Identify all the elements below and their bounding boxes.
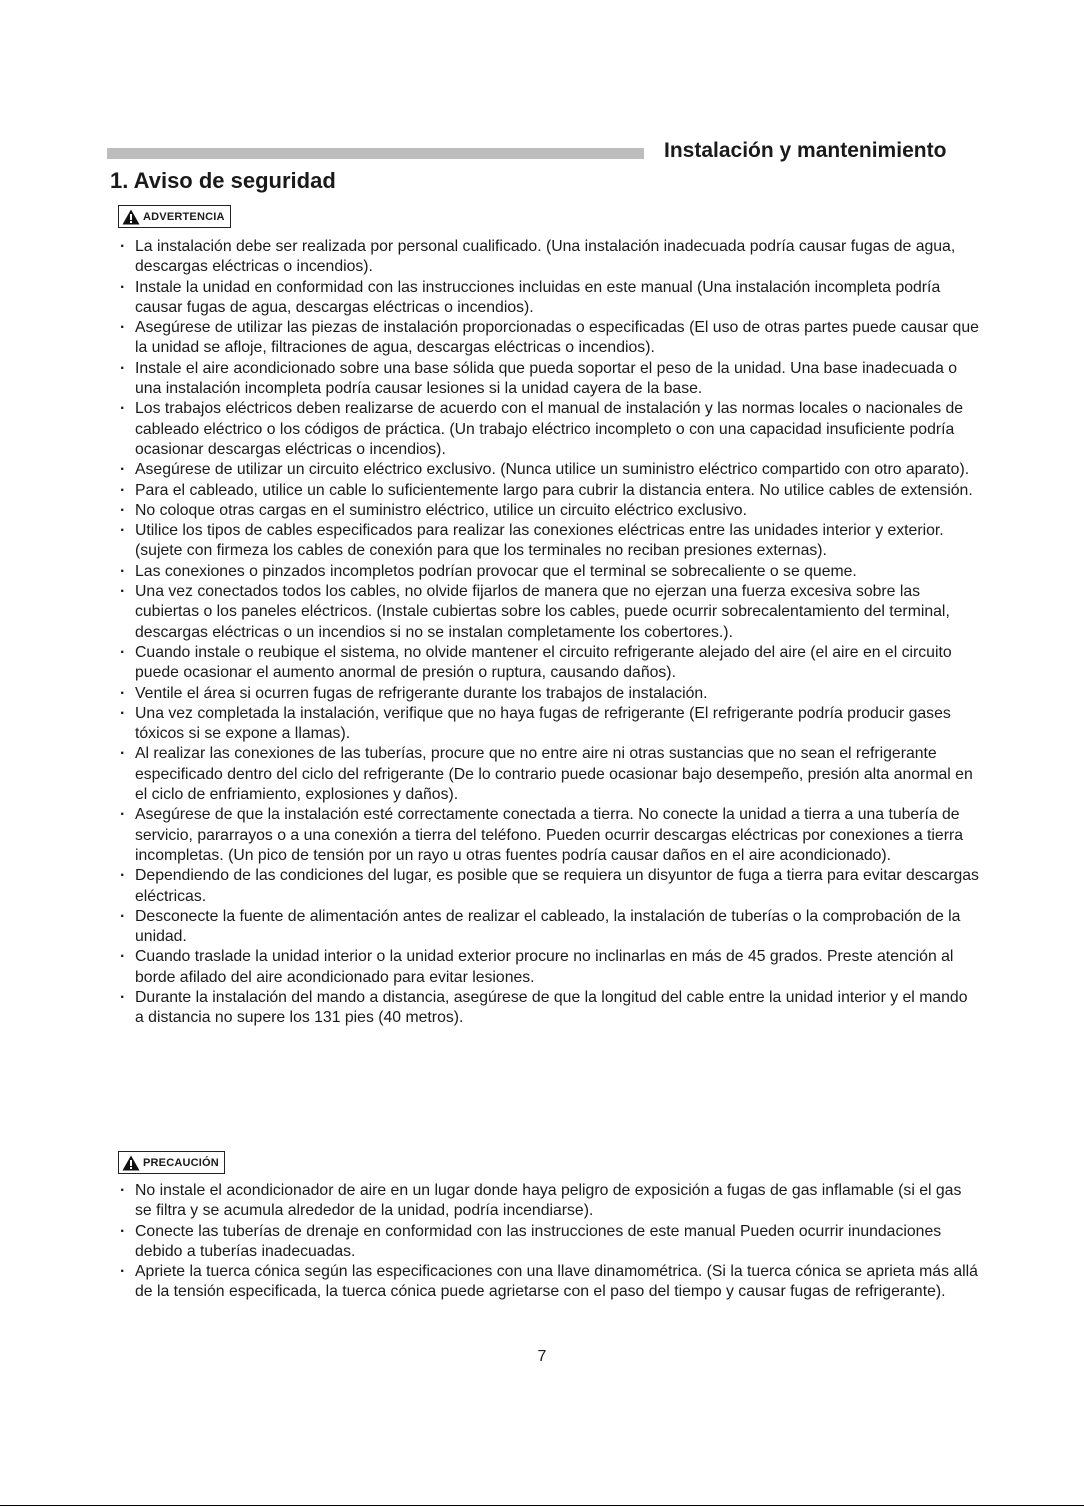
list-item: · Cuando instale o reubique el sistema, no olvide mantener el circuito refrigerante alejado del aire (el aire en el circuito puede ocasionar el aumento anormal de presión o ruptura, causando daños).: [118, 643, 980, 684]
warning-label-text: ADVERTENCIA: [143, 210, 225, 223]
list-item: · Las conexiones o pinzados incompletos podrían provocar que el terminal se sobrecaliente o se queme.: [118, 562, 980, 582]
list-item: · Al realizar las conexiones de las tuberías, procure que no entre aire ni otras sustancias que no sean el refrigerante especificado dentro del ciclo del refrigerante (De lo contrario puede ocasionar bajo desempeño, presión alta anormal en el ciclo de enfriamiento, explosiones y daños).: [118, 744, 980, 805]
warning-triangle-icon: [122, 1155, 140, 1171]
list-item: · Desconecte la fuente de alimentación antes de realizar el cableado, la instalación de tuberías o la comprobación de la unidad.: [118, 907, 980, 948]
bottom-rule: [0, 1505, 1084, 1506]
page-header-title: Instalación y mantenimiento: [664, 139, 947, 162]
warning-triangle-icon: [122, 209, 140, 225]
list-item: · Ventile el área si ocurren fugas de refrigerante durante los trabajos de instalación.: [118, 684, 980, 704]
list-item: · Utilice los tipos de cables especificados para realizar las conexiones eléctricas entre las unidades interior y exterior. (sujete con firmeza los cables de conexión para que los terminales no reciban presiones externas).: [118, 521, 980, 562]
list-item: · Durante la instalación del mando a distancia, asegúrese de que la longitud del cable entre la unidad interior y el mando a distancia no supere los 131 pies (40 metros).: [118, 988, 980, 1029]
list-item: · Para el cableado, utilice un cable lo suficientemente largo para cubrir la distancia entera. No utilice cables de extensión.: [118, 481, 980, 501]
list-item: · No coloque otras cargas en el suministro eléctrico, utilice un circuito eléctrico exclusivo.: [118, 501, 980, 521]
list-item: · Asegúrese de utilizar las piezas de instalación proporcionadas o especificadas (El uso de otras partes puede causar que la unidad se afloje, filtraciones de agua, descargas eléctricas o incendios).: [118, 318, 980, 359]
list-item: · Dependiendo de las condiciones del lugar, es posible que se requiera un disyuntor de fuga a tierra para evitar descargas eléctricas.: [118, 866, 980, 907]
list-item: · Los trabajos eléctricos deben realizarse de acuerdo con el manual de instalación y las normas locales o nacionales de cableado eléctrico o los códigos de práctica. (Un trabajo eléctrico incompleto o con una capacidad insuficiente podría ocasionar descargas eléctricas o incendios).: [118, 399, 980, 460]
list-item: · Conecte las tuberías de drenaje en conformidad con las instrucciones de este manual Pueden ocurrir inundaciones debido a tuberías inadecuadas.: [118, 1222, 980, 1263]
page-number: 7: [537, 1348, 547, 1365]
list-item: · Cuando traslade la unidad interior o la unidad exterior procure no inclinarlas en más de 45 grados. Preste atención al borde afilado del aire acondicionado para evitar lesiones.: [118, 947, 980, 988]
list-item: · Asegúrese de que la instalación esté correctamente conectada a tierra. No conecte la unidad a tierra a una tubería de servicio, pararrayos o a una conexión a tierra del teléfono. Pueden ocurrir descargas eléctricas por conexiones a tierra incompletas. (Un pico de tensión por un rayo u otras fuentes podría causar daños en el aire acondicionado).: [118, 805, 980, 866]
caution-label: [118, 1151, 225, 1174]
list-item: · Asegúrese de utilizar un circuito eléctrico exclusivo. (Nunca utilice un suministro eléctrico compartido con otro aparato).: [118, 460, 980, 480]
list-item: · Una vez completada la instalación, verifique que no haya fugas de refrigerante (El refrigerante podría producir gases tóxicos si se expone a llamas).: [118, 704, 980, 745]
caution-label-text: PRECAUCIÓN: [143, 1156, 219, 1169]
list-item: · Instale el aire acondicionado sobre una base sólida que pueda soportar el peso de la unidad. Una base inadecuada o una instalación incompleta podría causar lesiones si la unidad cayera de la base.: [118, 359, 980, 400]
list-item: · La instalación debe ser realizada por personal cualificado. (Una instalación inadecuada podría causar fugas de agua, descargas eléctricas o incendios).: [118, 237, 980, 278]
list-item: · Instale la unidad en conformidad con las instrucciones incluidas en este manual (Una instalación incompleta podría causar fugas de agua, descargas eléctricas o incendios).: [118, 278, 980, 319]
header-rule: [107, 148, 644, 159]
list-item: · No instale el acondicionador de aire en un lugar donde haya peligro de exposición a fugas de gas inflamable (si el gas se filtra y se acumula alrededor de la unidad, podría incendiarse).: [118, 1181, 980, 1222]
list-item: · Apriete la tuerca cónica según las especificaciones con una llave dinamométrica. (Si la tuerca cónica se aprieta más allá de la tensión especificada, la tuerca cónica puede agrietarse con el paso del tiempo y causar fugas de refrigerante).: [118, 1262, 980, 1303]
list-item: · Una vez conectados todos los cables, no olvide fijarlos de manera que no ejerzan una fuerza excesiva sobre las cubiertas o los paneles eléctricos. (Instale cubiertas sobre los cables, puede ocurrir sobrecalentamiento del terminal, descargas eléctricas o un incendios si no se instalan completamente los cobertores.).: [118, 582, 980, 643]
warning-label: [118, 205, 231, 228]
caution-list: [118, 1181, 980, 1303]
section-title: 1. Aviso de seguridad: [110, 168, 336, 193]
warning-list: [118, 237, 980, 1029]
